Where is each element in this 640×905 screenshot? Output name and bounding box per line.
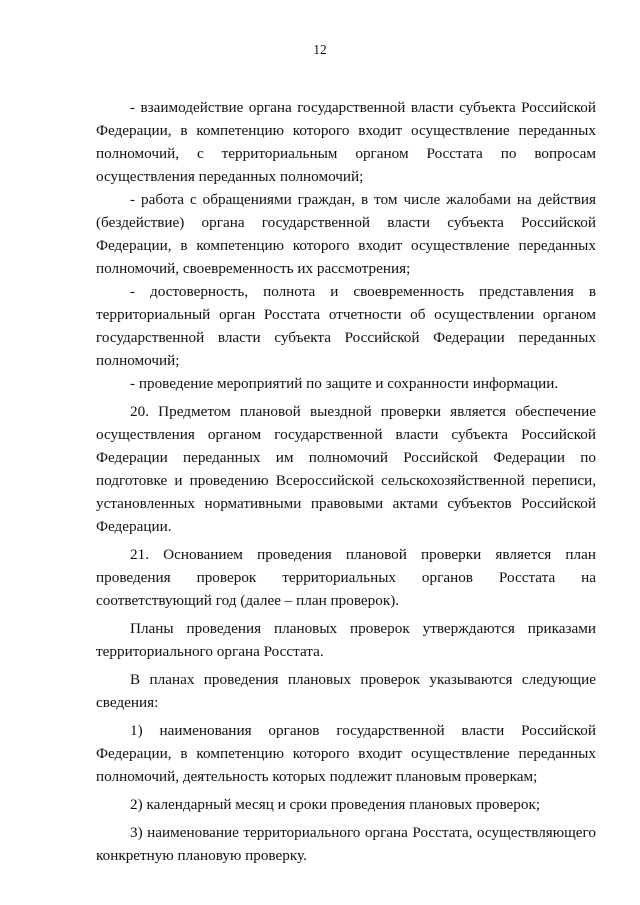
list-item-2: 2) календарный месяц и сроки проведения плановых проверок; (130, 796, 541, 813)
paragraph-citizen-appeals: - работа с обращениями граждан, в том числе жалобами на действия (бездействие) органа государственной власти субъекта Российской Федерации, в компетенцию которого входит осуществление переданных полномочий, своевременность их рассмотрения; (96, 191, 596, 277)
document-body (96, 96, 596, 867)
list-item-1: 1) наименования органов государственной власти Российской Федерации, в компетенцию которого входит осуществление переданных полномочий, деятельность которых подлежит плановым проверкам; (96, 722, 596, 785)
paragraph-item-21: 21. Основанием проведения плановой проверки является план проведения проверок территориальных органов Росстата на соответствующий год (далее – план проверок). (96, 546, 596, 609)
paragraph-plans-contents: В планах проведения плановых проверок указываются следующие сведения: (96, 671, 596, 711)
paragraph-reporting-reliability: - достоверность, полнота и своевременность представления в территориальный орган Росстата отчетности об осуществлении органом государственной власти субъекта Российской Федерации переданных полномочий; (96, 283, 596, 369)
paragraph-plans-approval: Планы проведения плановых проверок утверждаются приказами территориального органа Росстата. (96, 620, 596, 660)
paragraph-information-protection: - проведение мероприятий по защите и сохранности информации. (130, 375, 559, 392)
paragraph-item-20: 20. Предметом плановой выездной проверки является обеспечение осуществления органом государственной власти субъекта Российской Федерации переданных им полномочий Российской Федерации по подготовке и проведению Всероссийской сельскохозяйственной переписи, установленных нормативными правовыми актами субъектов Российской Федерации. (96, 403, 596, 535)
list-item-3: 3) наименование территориального органа Росстата, осуществляющего конкретную плановую проверку. (96, 824, 596, 864)
paragraph-interaction: - взаимодействие органа государственной власти субъекта Российской Федерации, в компетенцию которого входит осуществление переданных полномочий, с территориальным органом Росстата по вопросам осуществления переданных полномочий; (96, 99, 596, 185)
page-number: 12 (313, 42, 327, 57)
